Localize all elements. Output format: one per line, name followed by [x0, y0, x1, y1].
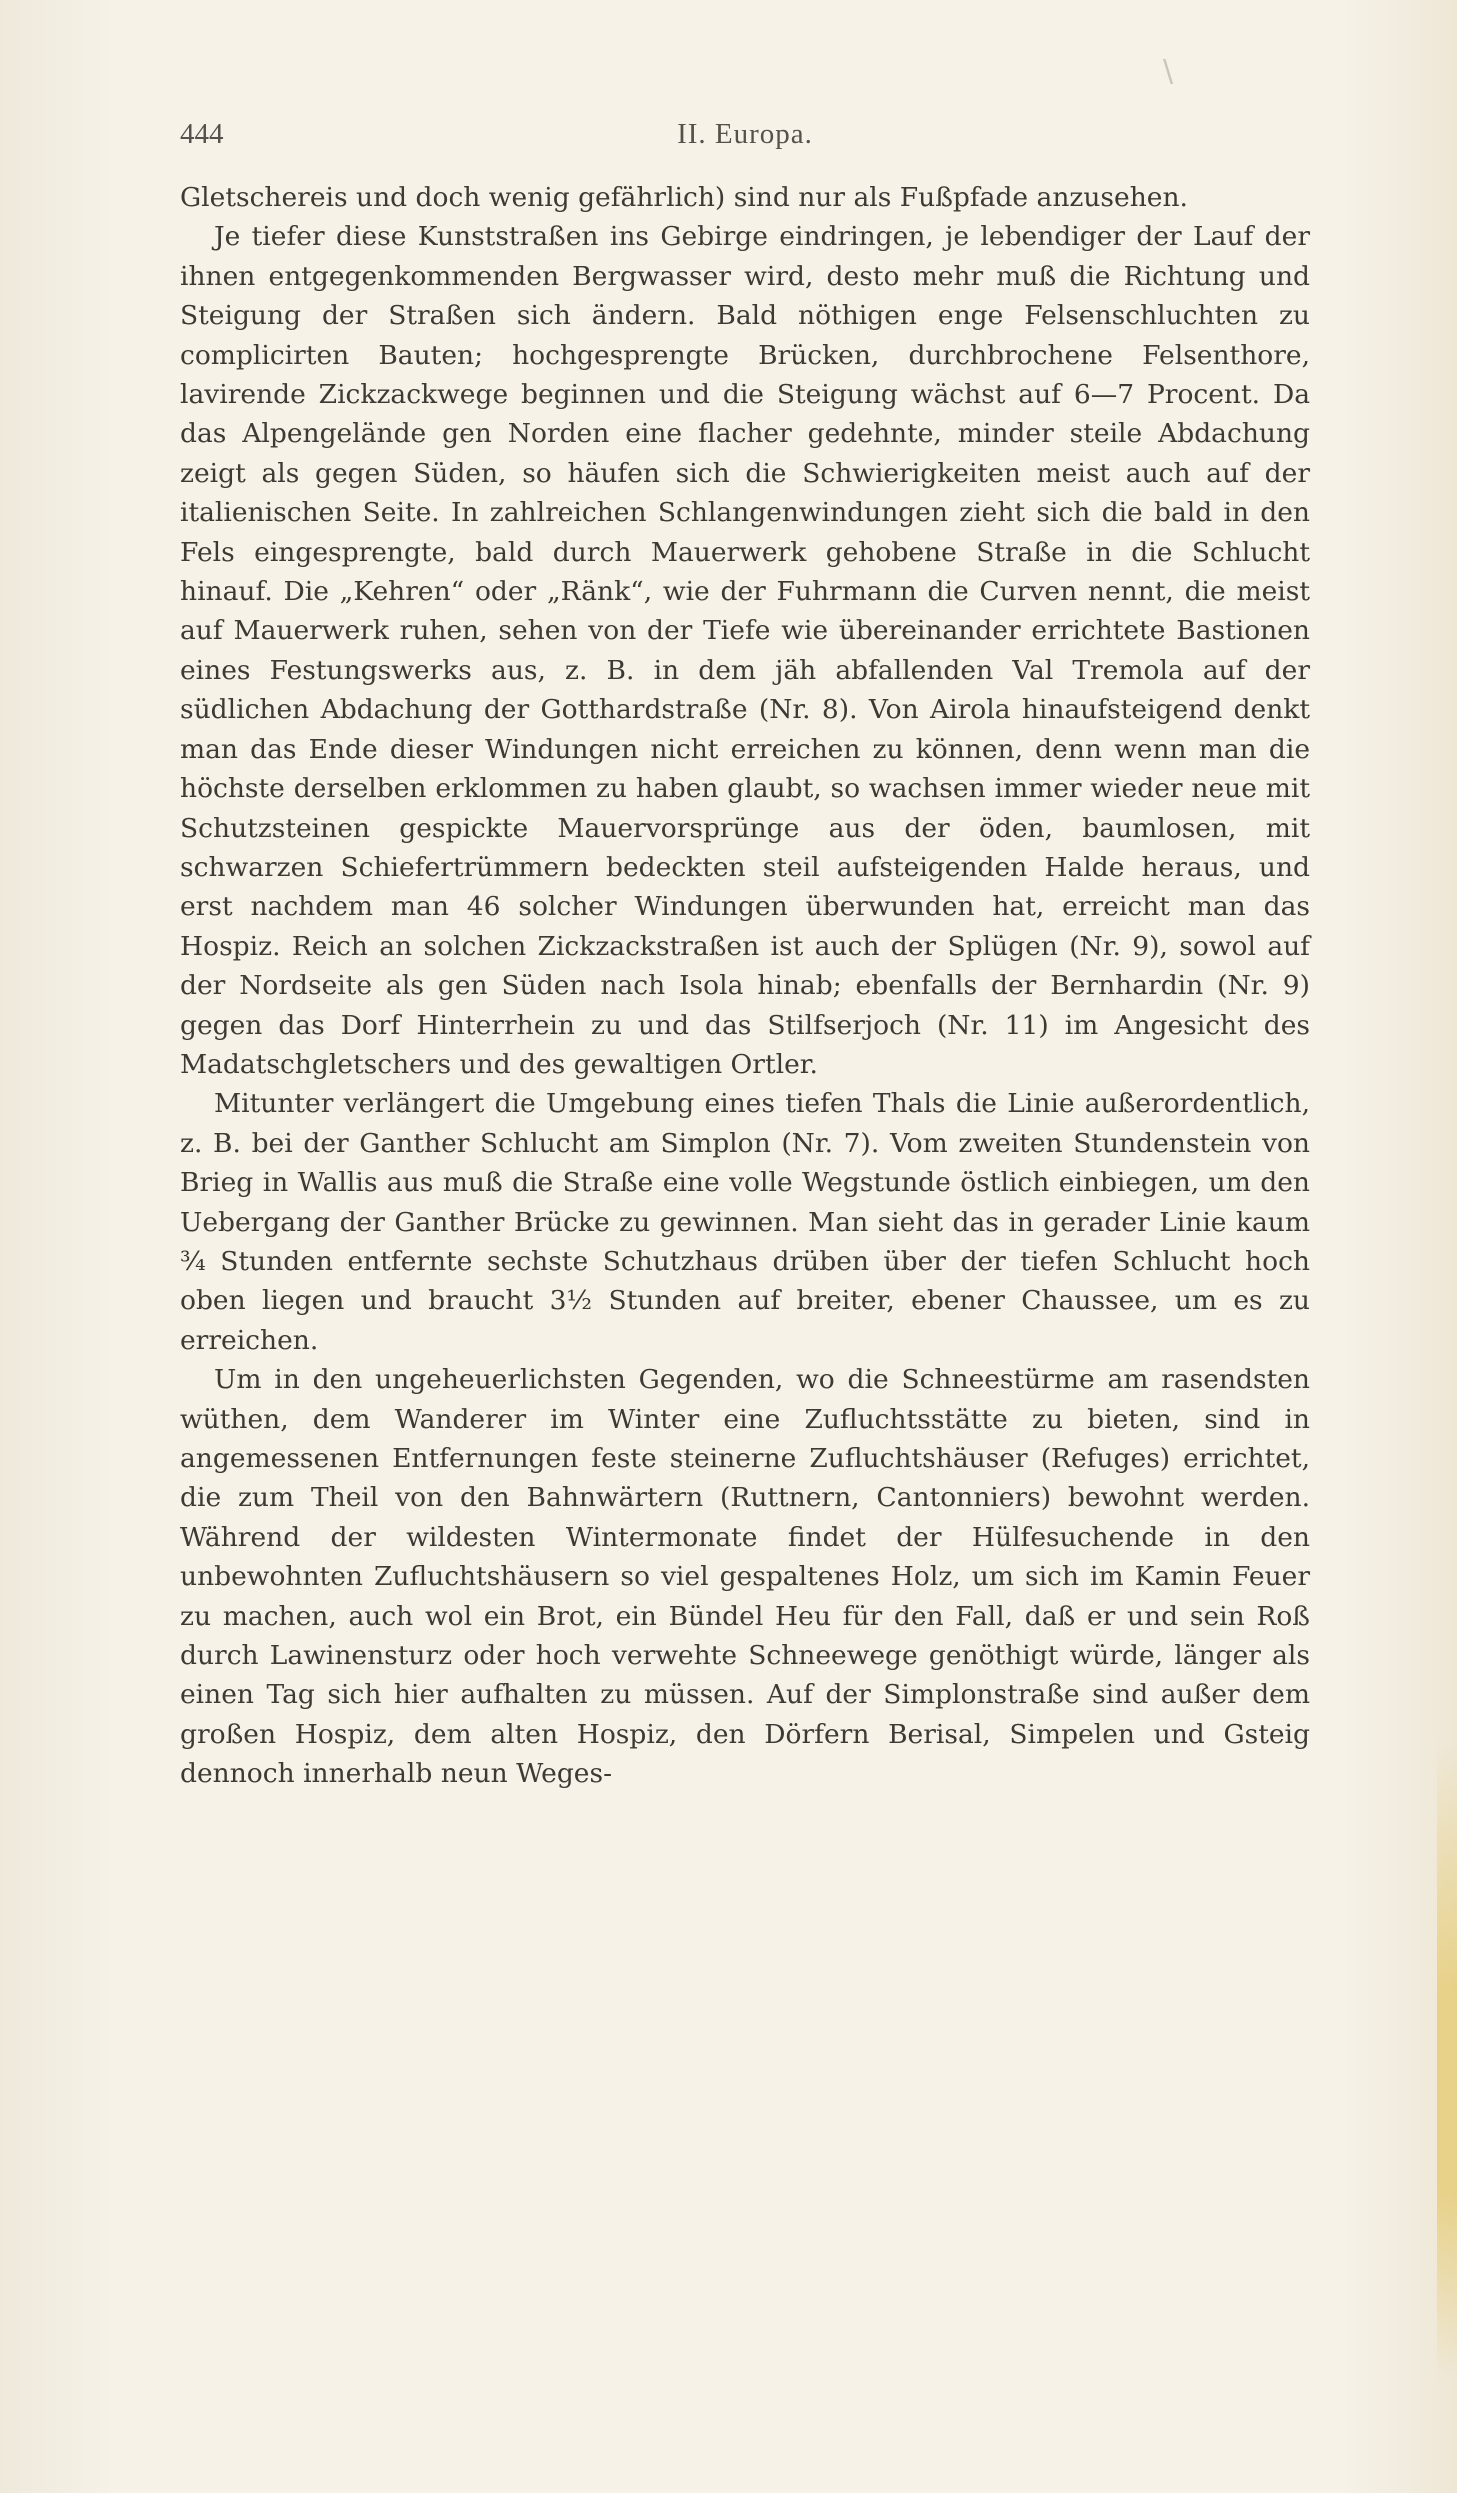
page-header	[180, 118, 1310, 158]
paragraph-zufluchtshaeuser: Um in den ungeheuerlichsten Gegenden, wo die Schneestürme am rasendsten wüthen, dem Wanderer im Winter eine Zufluchtsstätte zu bieten, sind in angemessenen Entfernungen feste steinerne Zufluchtshäuser (Refuges) errichtet, die zum Theil von den Bahnwärtern (Ruttnern, Cantonniers) bewohnt werden. Während der wildesten Wintermonate findet der Hülfesuchende in den unbewohnten Zufluchtshäusern so viel gespaltenes Holz, um sich im Kamin Feuer zu machen, auch wol ein Brot, ein Bündel Heu für den Fall, daß er und sein Roß durch Lawinensturz oder hoch verwehte Schneewege genöthigt würde, länger als einen Tag sich hier aufhalten zu müssen. Auf der Simplonstraße sind außer dem großen Hospiz, dem alten Hospiz, den Dörfern Berisal, Simpelen und Gsteig dennoch innerhalb neun Weges-	[180, 1364, 1310, 1790]
paragraph-continuation: Gletschereis und doch wenig gefährlich) sind nur als Fußpfade anzusehen.	[180, 182, 1188, 213]
page-number: 444	[180, 118, 224, 150]
running-head: II. Europa.	[677, 118, 813, 150]
page-edge-stain	[1437, 1740, 1457, 2380]
corner-pencil-mark: \	[1163, 54, 1174, 89]
paragraph-umgebung: Mitunter verlängert die Umgebung eines tiefen Thals die Linie außerordentlich, z. B. bei der Ganther Schlucht am Simplon (Nr. 7). Vom zweiten Stundenstein von Brieg in Wallis aus muß die Straße eine volle Wegstunde östlich einbiegen, um den Uebergang der Ganther Brücke zu gewinnen. Man sieht das in gerader Linie kaum ¾ Stunden entfernte sechste Schutzhaus drüben über der tiefen Schlucht hoch oben liegen und braucht 3½ Stunden auf breiter, ebener Chaussee, um es zu erreichen.	[180, 1088, 1310, 1356]
body-text	[180, 178, 1310, 1794]
paragraph-kunststrassen: Je tiefer diese Kunststraßen ins Gebirge eindringen, je lebendiger der Lauf der ihnen entgegenkommenden Bergwasser wird, desto mehr muß die Richtung und Steigung der Straßen sich ändern. Bald nöthigen enge Felsenschluchten zu complicirten Bauten; hochgesprengte Brücken, durchbrochene Felsenthore, lavirende Zickzackwege beginnen und die Steigung wächst auf 6—7 Procent. Da das Alpengelände gen Norden eine flacher gedehnte, minder steile Abdachung zeigt als gegen Süden, so häufen sich die Schwierigkeiten meist auch auf der italienischen Seite. In zahlreichen Schlangenwindungen zieht sich die bald in den Fels eingesprengte, bald durch Mauerwerk gehobene Straße in die Schlucht hinauf. Die „Kehren“ oder „Ränk“, wie der Fuhrmann die Curven nennt, die meist auf Mauerwerk ruhen, sehen von der Tiefe wie übereinander errichtete Bastionen eines Festungswerks aus, z. B. in dem jäh abfallenden Val Tremola auf der südlichen Abdachung der Gotthardstraße (Nr. 8). Von Airola hinaufsteigend denkt man das Ende dieser Windungen nicht erreichen zu können, denn wenn man die höchste derselben erklommen zu haben glaubt, so wachsen immer wieder neue mit Schutzsteinen gespickte Mauervorsprünge aus der öden, baumlosen, mit schwarzen Schiefertrümmern bedeckten steil aufsteigenden Halde heraus, und erst nachdem man 46 solcher Windungen überwunden hat, erreicht man das Hospiz. Reich an solchen Zickzackstraßen ist auch der Splügen (Nr. 9), sowol auf der Nordseite als gen Süden nach Isola hinab; ebenfalls der Bernhardin (Nr. 9) gegen das Dorf Hinterrhein zu und das Stilfserjoch (Nr. 11) im Angesicht des Madatschgletschers und des gewaltigen Ortler.	[180, 221, 1310, 1080]
